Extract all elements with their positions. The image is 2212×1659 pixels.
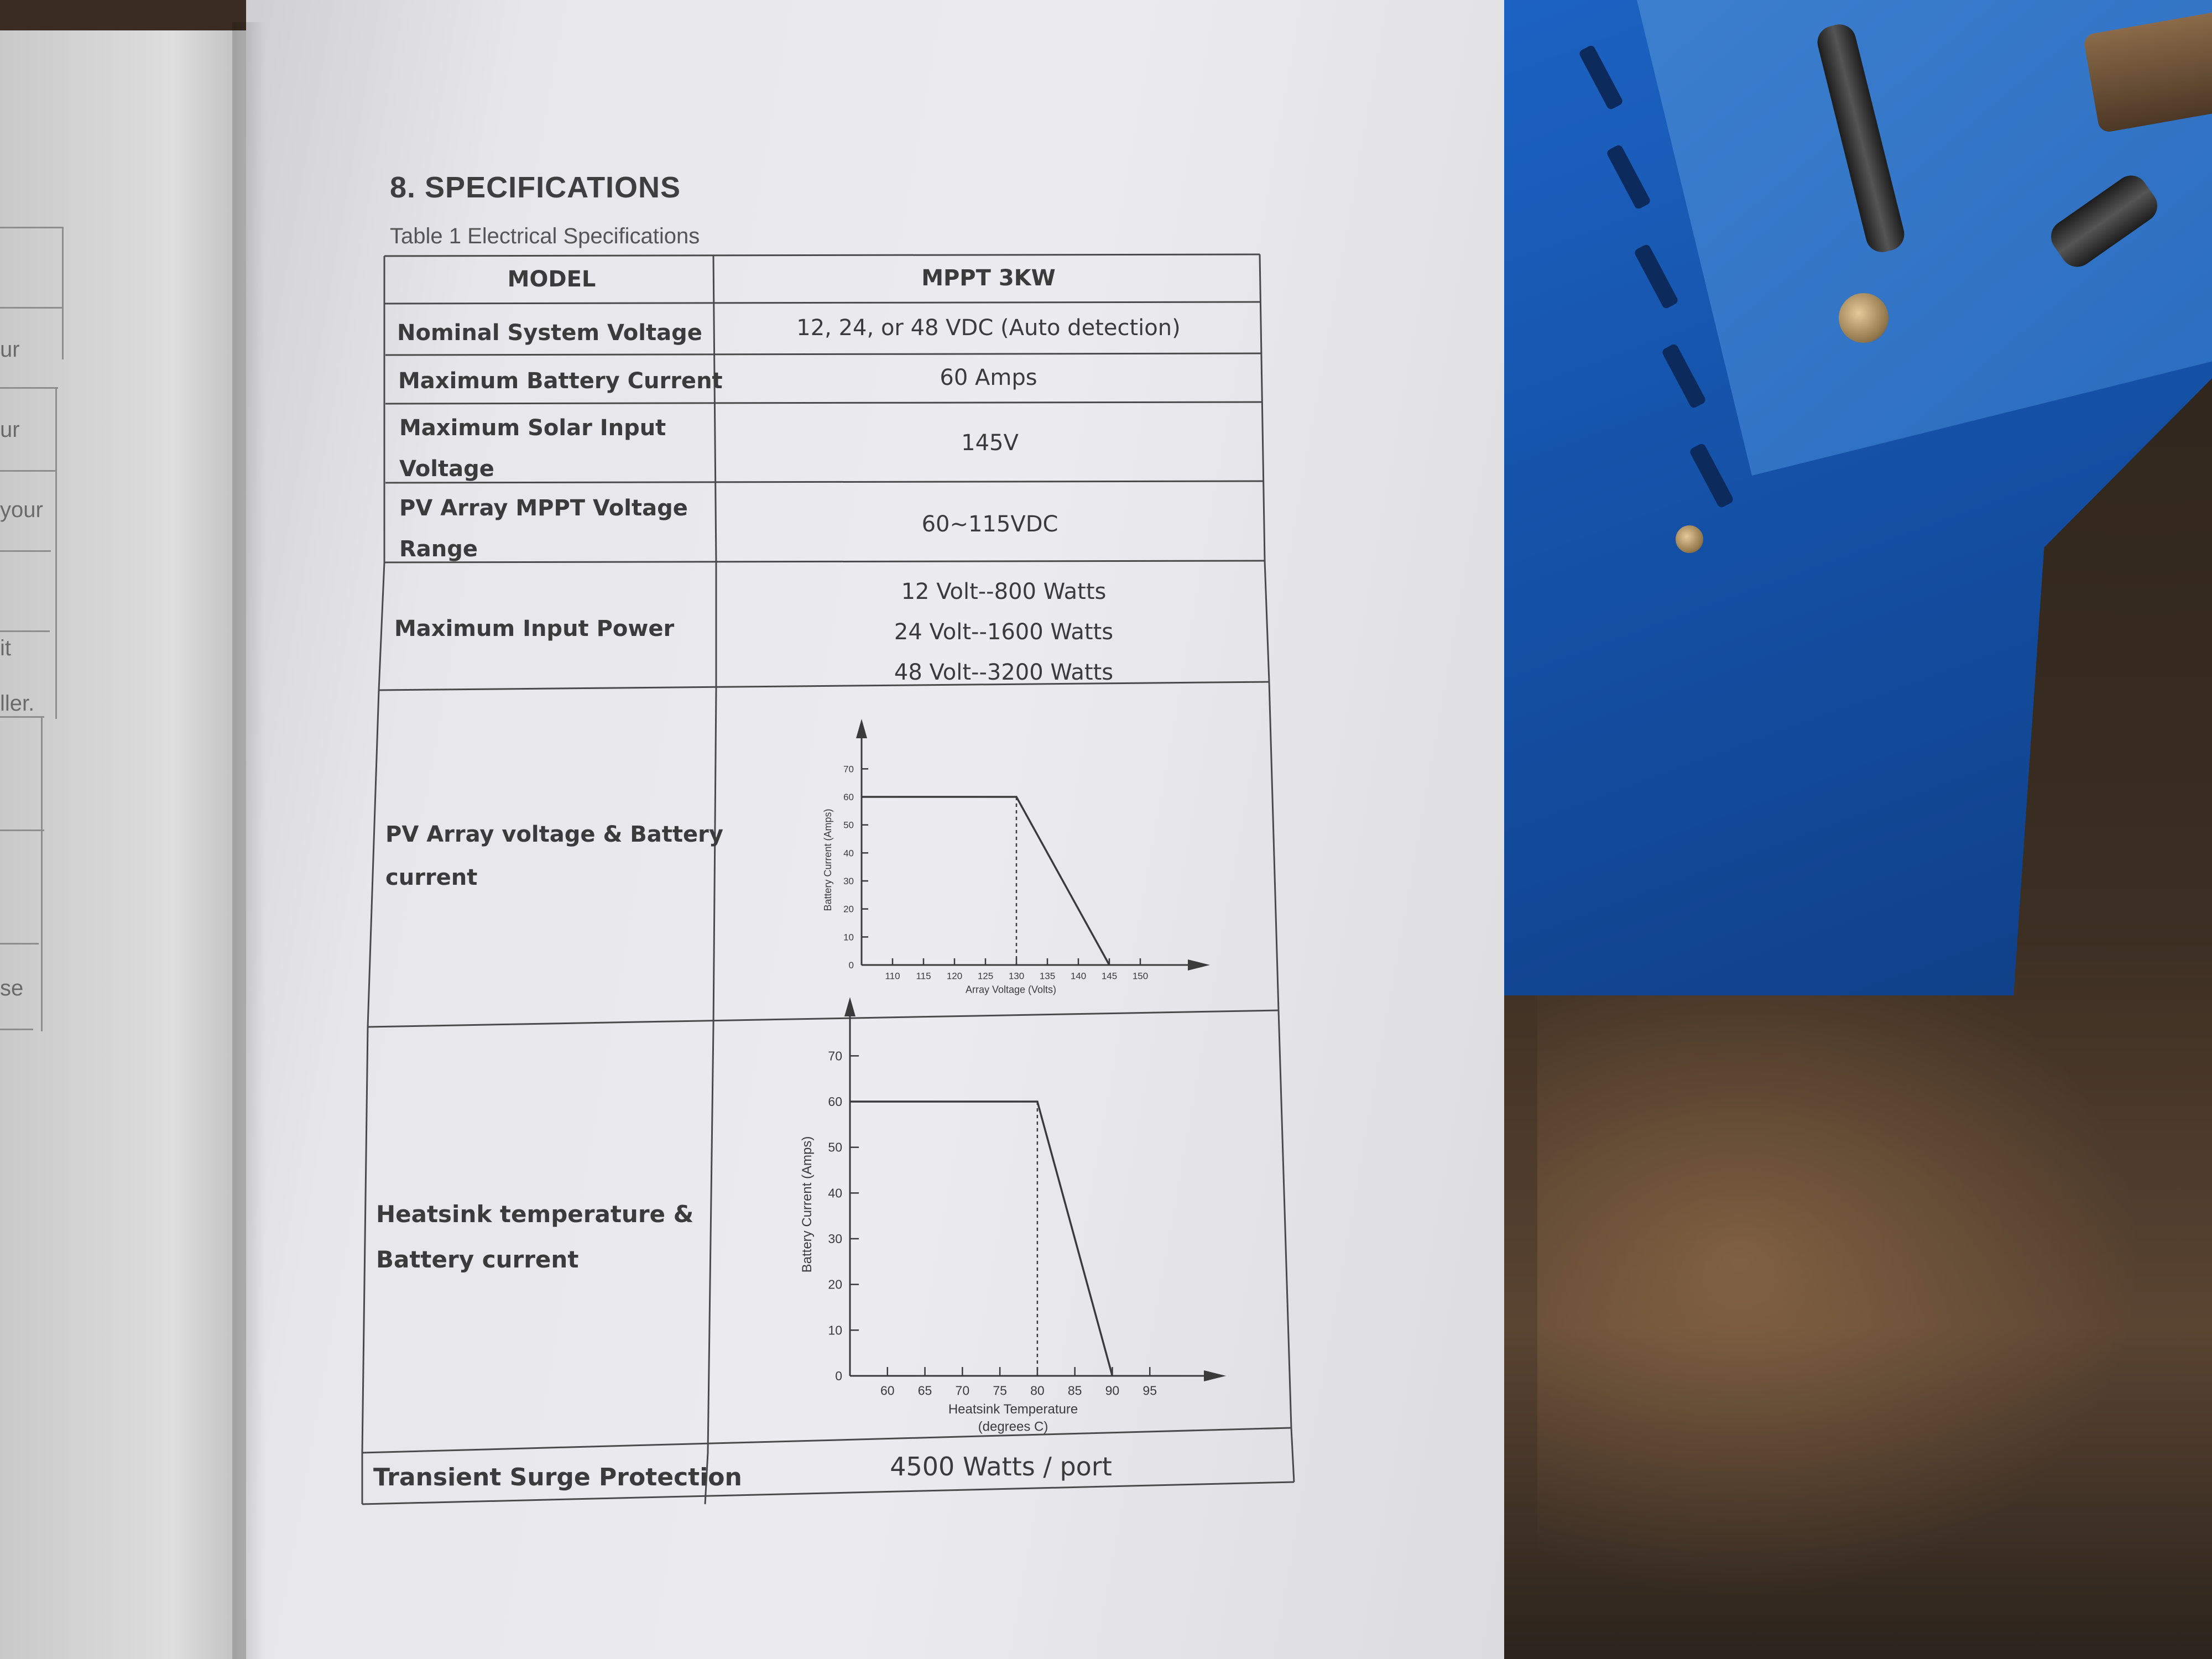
y-axis-label: Battery Current (Amps) — [822, 808, 833, 911]
y-tick-label: 20 — [843, 904, 854, 915]
left-page-fragment: it — [0, 636, 11, 660]
y-tick-label: 30 — [843, 875, 854, 886]
y-tick-label: 50 — [843, 820, 854, 831]
x-tick-label: 110 — [885, 971, 900, 982]
row-label-nominal-voltage: Nominal System Voltage — [397, 320, 702, 346]
x-axis-label: Array Voltage (Volts) — [965, 984, 1057, 995]
y-tick-label: 60 — [828, 1094, 842, 1109]
row-value-mppt-range: 60~115VDC — [921, 512, 1058, 537]
row-value-nominal-voltage: 12, 24, or 48 VDC (Auto detection) — [796, 315, 1181, 341]
label-line: Heatsink temperature & — [376, 1201, 694, 1228]
x-tick-label: 75 — [993, 1383, 1007, 1398]
label-line: Battery current — [376, 1246, 579, 1273]
x-tick-label: 145 — [1101, 971, 1118, 982]
x-tick-label: 140 — [1070, 971, 1087, 982]
y-tick-label: 70 — [828, 1048, 842, 1063]
power-value-12v: 12 Volt--800 Watts — [901, 579, 1107, 604]
left-page-fragment: se — [0, 976, 24, 1000]
y-axis-label: Battery Current (Amps) — [800, 1136, 815, 1273]
left-page-fragment: ur — [0, 337, 20, 362]
label-line: PV Array voltage & Battery — [385, 822, 723, 847]
label-line: current — [385, 865, 478, 890]
table-header-value: MPPT 3KW — [921, 265, 1056, 291]
x-tick-label: 90 — [1105, 1383, 1120, 1398]
row-value-max-battery-current: 60 Amps — [940, 365, 1037, 390]
power-value-24v: 24 Volt--1600 Watts — [894, 619, 1114, 645]
table-caption: Table 1 Electrical Specifications — [390, 224, 700, 248]
y-tick-label: 0 — [835, 1369, 842, 1384]
left-page-fragment: ller. — [0, 691, 35, 716]
y-tick-label: 40 — [828, 1186, 842, 1201]
row-label-max-input-power: Maximum Input Power — [394, 616, 675, 641]
x-tick-label: 130 — [1008, 971, 1025, 982]
x-axis-label: Heatsink Temperature — [948, 1402, 1078, 1417]
x-tick-label: 150 — [1132, 971, 1149, 982]
left-page-fragment: your — [0, 498, 43, 522]
x-tick-label: 95 — [1142, 1383, 1157, 1398]
y-tick-label: 60 — [843, 791, 854, 802]
x-tick-label: 80 — [1030, 1383, 1045, 1398]
row-label-surge: Transient Surge Protection — [373, 1463, 742, 1491]
x-axis-arrow — [1204, 1370, 1226, 1381]
label-line: Maximum Solar Input — [399, 415, 666, 441]
x-tick-label: 60 — [880, 1383, 895, 1398]
y-tick-label: 40 — [843, 848, 854, 859]
label-line: PV Array MPPT Voltage — [399, 495, 688, 521]
x-tick-label: 65 — [917, 1383, 932, 1398]
y-tick-label: 30 — [828, 1232, 842, 1246]
x-tick-label: 85 — [1067, 1383, 1082, 1398]
x-tick-label: 115 — [916, 971, 931, 982]
left-page-fragment: ur — [0, 418, 20, 442]
x-tick-label: 120 — [946, 971, 963, 982]
series-line — [850, 1102, 1112, 1376]
x-tick-label: 135 — [1039, 971, 1056, 982]
row-label-max-battery-current: Maximum Battery Current — [398, 368, 723, 394]
y-tick-label: 0 — [848, 959, 854, 971]
label-line: Voltage — [399, 456, 494, 482]
table-header-model: MODEL — [507, 267, 596, 292]
x-tick-label: 70 — [955, 1383, 970, 1398]
y-tick-label: 50 — [828, 1140, 842, 1155]
x-axis-label-line2: (degrees C) — [978, 1419, 1048, 1434]
power-value-48v: 48 Volt--3200 Watts — [894, 660, 1114, 685]
y-tick-label: 20 — [828, 1277, 842, 1292]
label-line: Range — [399, 536, 478, 562]
y-axis-arrow — [844, 997, 855, 1016]
row-value-surge: 4500 Watts / port — [890, 1452, 1112, 1481]
y-tick-label: 10 — [843, 932, 854, 943]
y-tick-label: 70 — [843, 764, 854, 775]
x-tick-label: 125 — [977, 971, 994, 982]
section-title: 8. SPECIFICATIONS — [390, 171, 681, 204]
row-value-max-solar-input: 145V — [961, 430, 1019, 456]
y-tick-label: 10 — [828, 1323, 842, 1338]
